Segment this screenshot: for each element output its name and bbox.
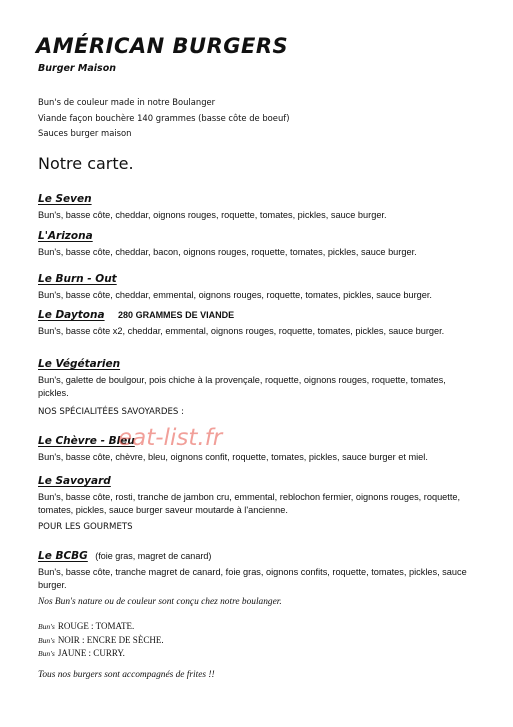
bun-color-text: JAUNE : CURRY. (57, 648, 125, 658)
watermark: eat-list.fr (118, 425, 223, 451)
menu-title: AMÉRICAN BURGERS (36, 34, 289, 58)
menu-subtitle: Burger Maison (38, 63, 116, 74)
carte-heading: Notre carte. (38, 154, 134, 173)
intro-line: Viande façon bouchère 140 grammes (basse côte de boeuf) (38, 112, 290, 123)
fries-note: Tous nos burgers sont accompagnés de frites !! (38, 670, 215, 680)
buns-nature-note: Nos Bun's nature ou de couleur sont conçu chez notre boulanger. (38, 597, 282, 607)
item-description: Bun's, basse côte, chèvre, bleu, oignons confit, roquette, tomates, pickles, sauce burger et miel. (38, 452, 428, 462)
item-description: Bun's, basse côte x2, cheddar, emmental, oignons rouges, roquette, tomates, pickles, sauce burger. (38, 326, 445, 336)
bun-color-line (38, 647, 164, 661)
intro-line: Sauces burger maison (38, 128, 132, 138)
item-name: Le Chèvre - Bleu (38, 435, 135, 447)
bun-prefix: Bun's (38, 622, 55, 631)
item-name: Le Savoyard (38, 475, 111, 487)
bun-prefix: Bun's (38, 635, 55, 645)
menu-item-seven (38, 189, 478, 222)
item-name: Le Seven (38, 193, 92, 205)
item-name: Le Daytona (38, 309, 105, 321)
section-heading-savoyardes: NOS SPÉCIALITÉES SAVOYARDES : (38, 407, 185, 417)
menu-item-burn-out (38, 269, 478, 302)
menu-item-chevre-bleu (38, 431, 478, 464)
item-extra-label: (foie gras, magret de canard) (95, 551, 212, 561)
intro-block (38, 95, 478, 142)
item-extra-label: 280 GRAMMES DE VIANDE (118, 310, 235, 320)
menu-item-arizona (38, 226, 478, 259)
bun-colors-list (38, 620, 164, 661)
item-name: Le Végétarien (38, 358, 121, 370)
item-description: Bun's, basse côte, cheddar, bacon, oignons rouges, roquette, tomates, pickles, sauce burger. (38, 247, 417, 257)
bun-prefix: Bun's (38, 649, 55, 658)
item-description: Bun's, galette de boulgour, pois chiche à la provençale, roquette, oignons rouges, roquette, tomates, pickles. (38, 375, 446, 398)
menu-item-bcbg (38, 546, 478, 591)
item-description: Bun's, basse côte, cheddar, emmental, oignons rouges, roquette, tomates, pickles, sauce burger. (38, 290, 432, 300)
item-description: Bun's, basse côte, tranche magret de canard, foie gras, oignons confits, roquette, tomates, pickles, sauce burger. (38, 567, 467, 590)
menu-item-savoyard (38, 471, 478, 516)
item-name: Le Burn - Out (38, 273, 117, 285)
bun-color-text: NOIR : ENCRE DE SÈCHE. (57, 634, 164, 645)
item-description: Bun's, basse côte, rosti, tranche de jambon cru, emmental, reblochon fermier, oignons rouges, roquette, tomates, pickles, sauce burger saveur moutarde à l'ancienne. (38, 492, 461, 515)
menu-item-daytona (38, 305, 478, 338)
section-heading-gourmets: POUR LES GOURMETS (38, 522, 133, 532)
bun-color-line (38, 620, 164, 634)
item-description: Bun's, basse côte, cheddar, oignons rouges, roquette, tomates, pickles, sauce burger. (38, 210, 387, 220)
bun-color-text: ROUGE : TOMATE. (57, 621, 135, 631)
intro-line: Bun's de couleur made in notre Boulanger (38, 97, 216, 107)
bun-color-line (38, 634, 164, 648)
item-name: L'Arizona (38, 230, 93, 242)
item-name: Le BCBG (38, 550, 88, 562)
menu-item-vegetarien (38, 354, 478, 399)
